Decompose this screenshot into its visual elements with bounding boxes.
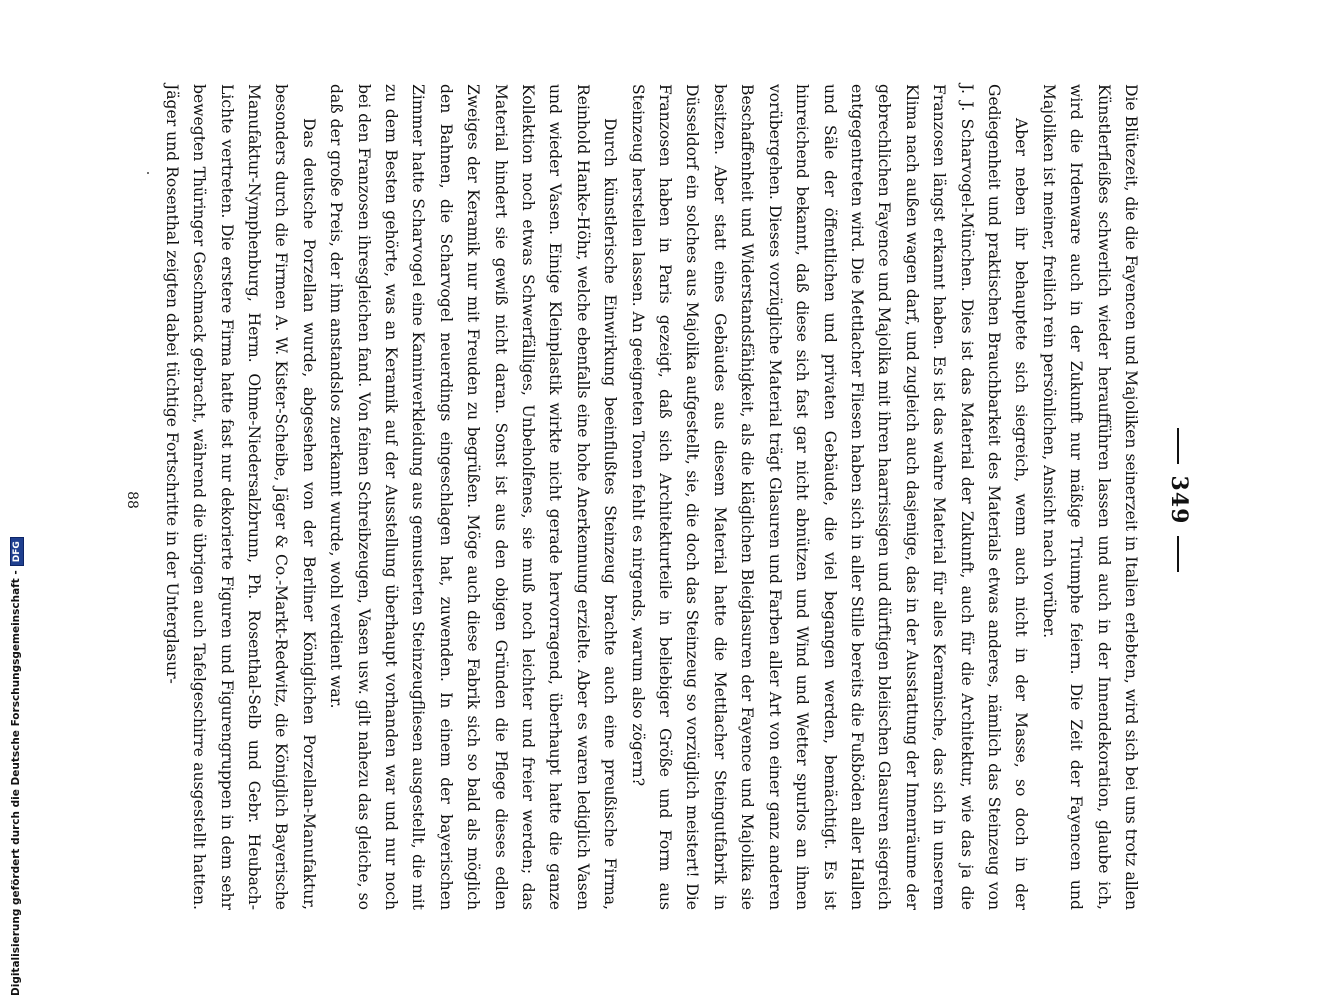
book-page: [124, 60, 1192, 940]
body-text: [157, 84, 1144, 910]
dfg-logo-icon: DFG: [10, 537, 24, 566]
header-rule-right: [1177, 536, 1179, 572]
paragraph: Durch künstlerische Einwirkung beeinflußtes Steinzeug brachte auch eine preußische Firma, Reinhold Hanke-Höhr, welche ebenfalls eine hohe Anerkennung erzielte. Aber es waren lediglich Vasen und wieder Vasen. Einige Kleinplastik wirkte nicht gerade hervorragend, überhaupt hatte die ganze Kollektion noch etwas Schwerfälliges, Unbeholfenes, sie muß noch leichter und freier werden; das Material hindert sie gewiß nicht daran. Sonst ist aus den obigen Gründen die Pflege dieses edlen Zweiges der Keramik nur mit Freuden zu begrüßen. Möge auch diese Fabrik sich so bald als möglich den Bahnen, die Scharvogel neuerdings eingeschlagen hat, zuwenden. In einem der bayerischen Zimmer hatte Scharvogel eine Kaminverkleidung aus gemusterten Steinzeugfliesen ausgestellt, die mit zu dem Besten gehörte, was an Keramik auf der Ausstellung überhaupt vorhanden war und nur noch bei den Franzosen ihresgleichen fand. Von feinen Schreibzeugen, Vasen usw. gilt nahezu das gleiche, so daß der große Preis, der ihm anstandslos zuerkannt wurde, wohl verdient war.: [327, 84, 620, 910]
digitization-credit: [0, 0, 20, 1000]
paragraph: Die Blütezeit, die die Fayencen und Majoliken seinerzeit in Italien erlebten, wird sich bei uns trotz allen Künstlerfleißes schwerlich wieder heraufführen lassen und auch in der Innendekoration, glaube ich, wird die Irdenware auch in der Zukunft nur mäßige Triumphe feiern. Die Zeit der Fayencen und Majoliken ist meiner, freilich rein persönlichen, Ansicht nach vorüber.: [1039, 84, 1140, 910]
page-number: 349: [1166, 475, 1192, 525]
paragraph: Aber neben ihr behauptete sich siegreich, wenn auch nicht in der Masse, so doch in der Gediegenheit und praktischen Brauchbarkeit des Materials etwas anderes, nämlich das Steinzeug von J. J. Scharvogel-München. Dies ist das Material der Zukunft, auch für die Architektur, wie das ja die Franzosen längst erkannt haben. Es ist das wahre Material für alles Keramische, das sich in unserem Klima nach außen wagen darf, und zugleich auch dasjenige, das in der Ausstattung der Innenräume der gebrechlichen Fayence und Majolika mit ihren haarrissigen und dürftigen bleiischen Glasuren siegreich entgegentreten wird. Die Mettlacher Fliesen haben sich in aller Stille bereits die Fußböden aller Hallen und Säle der öffentlichen und privaten Gebäude, die viel begangen werden, bemächtigt. Es ist hinreichend bekannt, daß diese sich fast gar nicht abnützen und Wind und Wetter spurlos an ihnen vorübergehen. Dieses vorzügliche Material trägt Glasuren und Farben aller Art von einer ganz anderen Beschaffenheit und Widerstandsfähigkeit, als die kläglichen Bleiglasuren der Fayence und Majolika sie besitzen. Aber statt eines Gebäudes aus diesem Material hatte die Mettlacher Steingutfabrik in Düsseldorf ein solches aus Majolika aufgestellt, sie, die doch das Steinzeug so vorzüglich meistert! Die Franzosen haben in Paris gezeigt, daß sich Architekturteile in beliebiger Größe und Form aus Steinzeug herstellen lassen. An geeigneten Tonen fehlt es nirgends, warum also zögern?: [628, 84, 1031, 910]
credit-line: [10, 537, 24, 996]
paragraph: Das deutsche Porzellan wurde, abgesehen von der Berliner Königlichen Porzellan-Manufaktur, besonders durch die Firmen A. W. Kister-Scheibe, Jäger & Co.-Markt-Redwitz, die Königlich Bayerische Manufaktur-Nymphenburg, Herm. Ohme-Niedersalzbrunn, Ph. Rosenthal-Selb und Gebr. Heubach-Lichte vertreten. Die erstere Firma hatte fast nur dekorierte Figuren und Figurengruppen in dem sehr bewegten Thüringer Geschmack gebracht, während die übrigen auch Tafelgeschirre ausgestellt hatten. Jäger und Rosenthal zeigten dabei tüchtige Fortschritte in der Unterglasur-: [162, 84, 318, 910]
header-rule-left: [1177, 428, 1179, 464]
sheet-number: 88: [124, 491, 140, 509]
scan-speck: [147, 172, 149, 174]
credit-text: Digitalisierung gefördert durch die Deutsche Forschungsgemeinschaft -: [10, 570, 22, 996]
page-number-header: [1166, 60, 1192, 940]
